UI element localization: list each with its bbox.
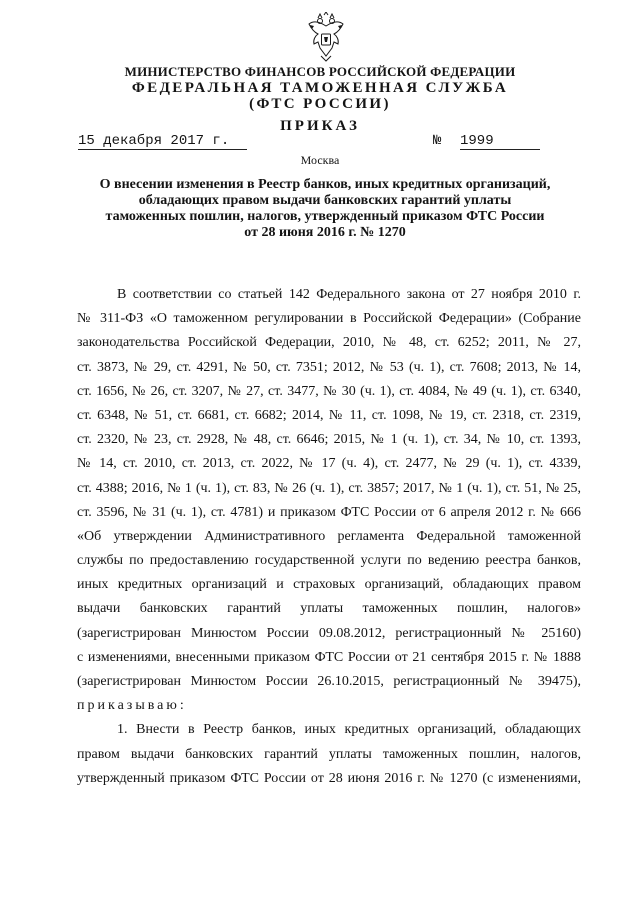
document-type: ПРИКАЗ [280,118,360,134]
body-line: утвержденный приказом ФТС России от 28 июня 2016 г. № 1270 (с изменениями, [77,770,581,786]
title-line: обладающих правом выдачи банковских гарантий уплаты [138,193,512,208]
body-line: с изменениями, внесенными приказом ФТС России от 21 сентября 2015 г. № 1888 [77,649,581,665]
body-line: службы по предоставлению государственной услуги по ведению реестра банков, [77,553,581,569]
body-line: ст. 3873, № 29, ст. 4291, № 50, ст. 7351; 2012, № 53 (ч. 1), ст. 7608; 2013, № 14, [77,359,581,375]
body-line: № 14, ст. 2010, ст. 2013, ст. 2022, № 17 (ч. 4), ст. 2477, № 29 (ч. 1), ст. 4339, [77,456,581,472]
body-line: законодательства Российской Федерации, 2010, № 48, ст. 6252; 2011, № 27, [77,335,581,351]
coat-of-arms-emblem [306,12,346,62]
order-body [77,283,581,791]
body-line: правом выдачи банковских гарантий уплаты таможенных пошлин, налогов, [77,746,581,762]
ministry-name: МИНИСТЕРСТВО ФИНАНСОВ РОССИЙСКОЙ ФЕДЕРАЦИИ [124,64,516,79]
body-line: выдачи банковских гарантий уплаты таможенных пошлин, налогов» [77,601,581,617]
body-line: ст. 3596, № 31 (ч. 1), ст. 4781) и приказом ФТС России от 6 апреля 2012 г. № 666 [77,504,581,520]
body-line: В соответствии со статьей 142 Федерального закона от 27 ноября 2010 г. [117,287,581,302]
order-date: 15 декабря 2017 г. [78,133,247,150]
title-line: от 28 июня 2016 г. № 1270 [244,225,406,240]
body-line: (зарегистрирован Минюстом России 09.08.2012, регистрационный № 25160) [77,625,581,641]
title-line: О внесении изменения в Реестр банков, иных кредитных организаций, [99,177,551,192]
body-line: ст. 2320, № 23, ст. 2928, № 48, ст. 6646; 2015, № 1 (ч. 1), ст. 34, № 10, ст. 1393, [77,432,581,448]
body-line: ст. 4388; 2016, № 1 (ч. 1), ст. 83, № 26 (ч. 1), ст. 3857; 2017, № 1 (ч. 1), ст. 51, № 25, [77,480,581,496]
body-line: ст. 1656, № 26, ст. 3207, № 27, ст. 3477, № 30 (ч. 1), ст. 4084, № 49 (ч. 1), ст. 6340, [77,383,581,399]
order-number: 1999 [460,133,540,150]
body-line: иных кредитных организаций и страховых организаций, обладающих правом [77,577,581,593]
body-line: (зарегистрирован Минюстом России 26.10.2015, регистрационный № 39475), [77,674,581,689]
city: Москва [300,153,340,167]
service-name-line2: (ФТС РОССИИ) [249,96,391,112]
body-line: 1. Внести в Реестр банков, иных кредитных организаций, обладающих [117,722,581,738]
body-line: ст. 6348, № 51, ст. 6681, ст. 6682; 2014, № 11, ст. 1098, № 19, ст. 2318, ст. 2319, [77,407,581,423]
body-line: № 311-ФЗ «О таможенном регулировании в Российской Федерации» (Собрание [77,311,581,327]
body-line: «Об утверждении Административного регламента Федеральной таможенной [77,528,581,544]
body-line-decree: приказываю: [77,698,187,714]
service-name [0,80,640,112]
order-number-label: № [433,133,442,149]
service-name-line1: ФЕДЕРАЛЬНАЯ ТАМОЖЕННАЯ СЛУЖБА [131,80,509,96]
order-title [80,177,570,241]
title-line: таможенных пошлин, налогов, утвержденный приказом ФТС России [105,209,545,224]
